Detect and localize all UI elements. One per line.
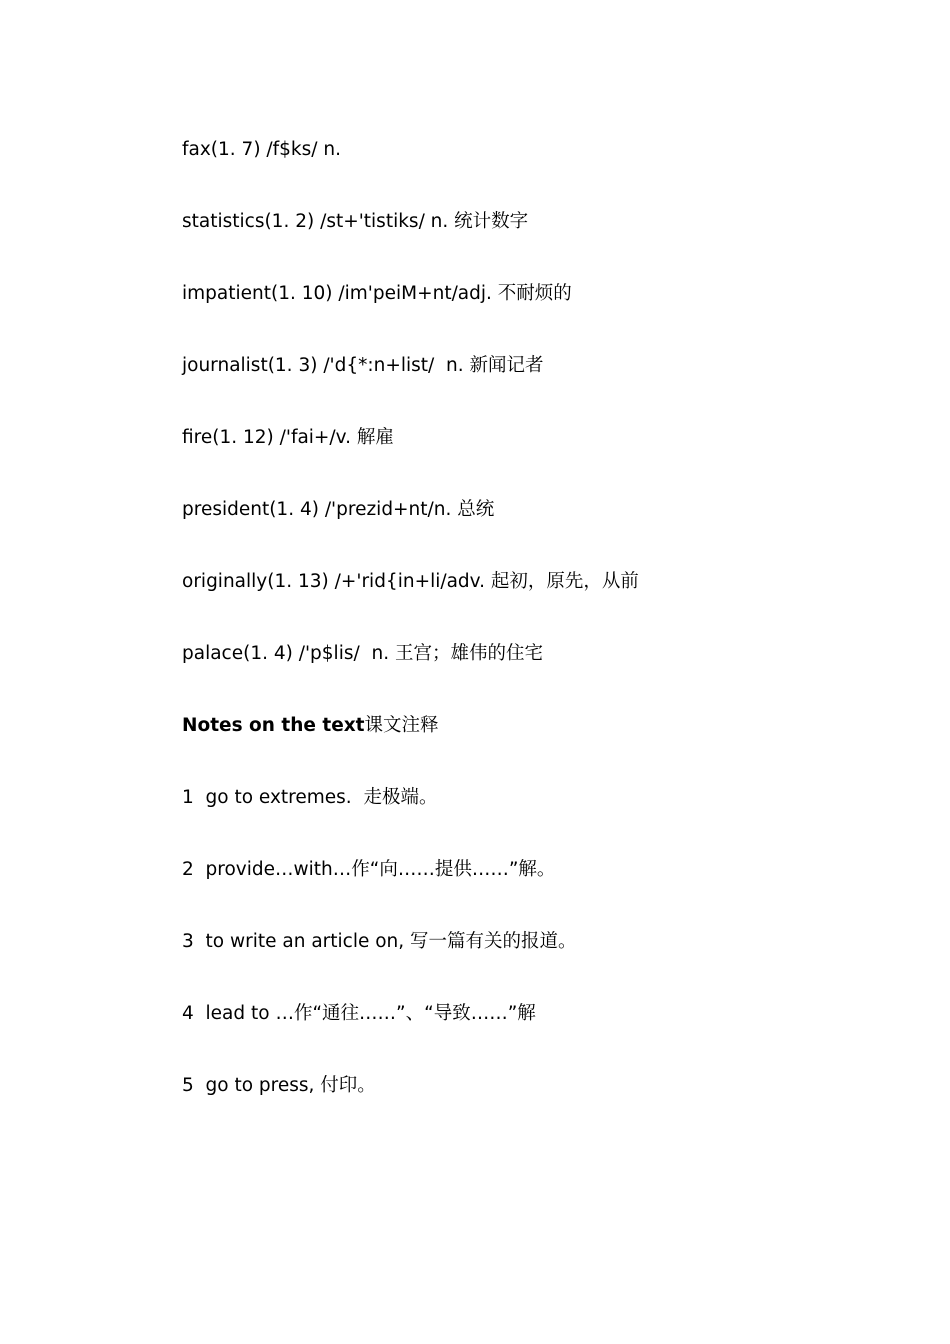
note-item-2: 2 provide…with…作“向……提供……”解。 (182, 859, 556, 880)
notes-heading (182, 714, 902, 786)
vocab-entry-palace: palace(1. 4) /'p$lis/ n. 王宫；雄伟的住宅 (182, 643, 543, 664)
vocab-entry-statistics: statistics(1. 2) /st+'tistiks/ n. 统计数字 (182, 211, 529, 232)
vocab-entry-president: president(1. 4) /'prezid+nt/n. 总统 (182, 499, 495, 520)
vocab-entry-originally: originally(1. 13) /+'rid{in+li/adv. 起初，原先，从前 (182, 571, 639, 592)
vocab-entry-journalist: journalist(1. 3) /'d{*:n+list/ n. 新闻记者 (182, 355, 544, 376)
note-item-1: 1 go to extremes. 走极端。 (182, 787, 438, 808)
note-item-4: 4 lead to …作“通往……”、“导致……”解 (182, 1003, 536, 1024)
vocab-entry-fax: fax(1. 7) /f$ks/ n. (182, 139, 342, 160)
note-item-3: 3 to write an article on, 写一篇有关的报道。 (182, 931, 577, 952)
notes-heading-chinese: 课文注释 (364, 715, 439, 736)
vocab-entry-fire: fire(1. 12) /'fai+/v. 解雇 (182, 427, 394, 448)
vocab-entry-impatient: impatient(1. 10) /im'peiM+nt/adj. 不耐烦的 (182, 283, 572, 304)
notes-heading-english: Notes on the text (182, 715, 365, 736)
note-item-5: 5 go to press, 付印。 (182, 1075, 376, 1096)
document-page (182, 138, 902, 1146)
